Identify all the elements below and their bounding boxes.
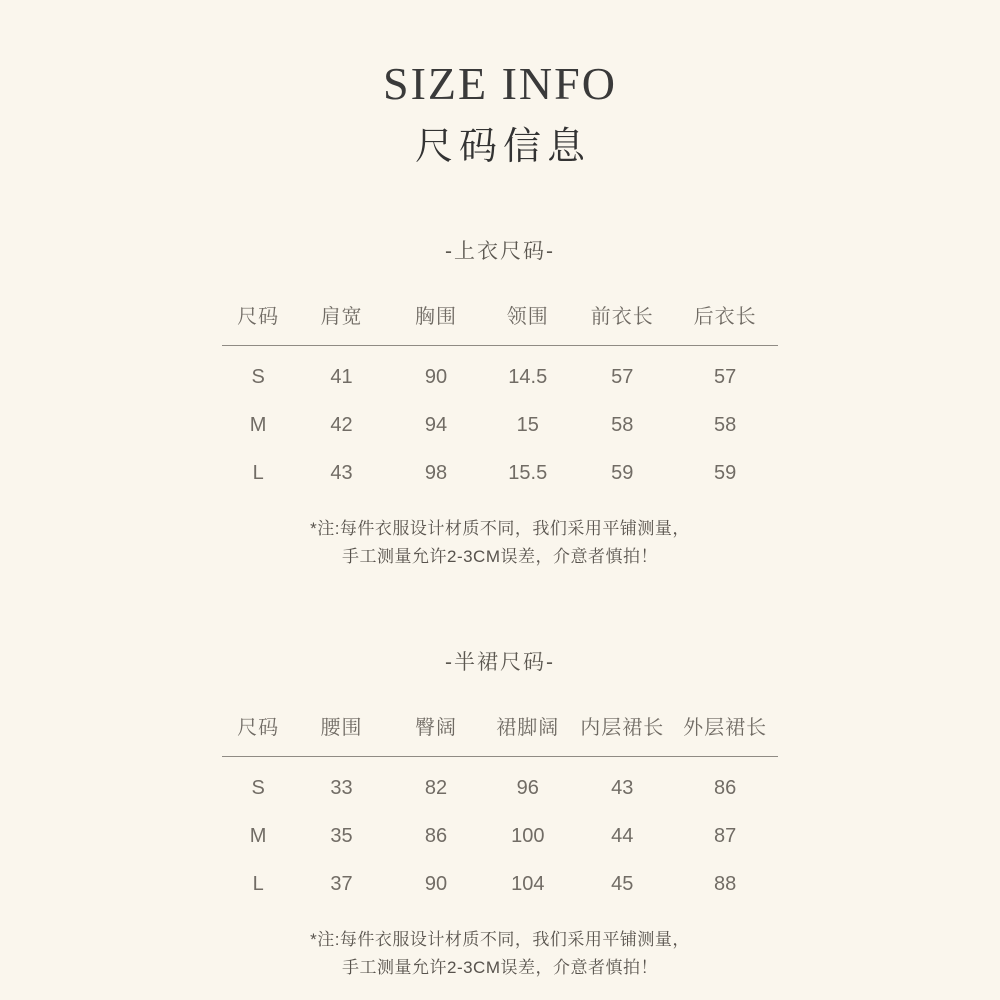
cell: 59 — [714, 461, 737, 484]
cell: L — [252, 461, 264, 484]
measurement-note — [0, 926, 1000, 982]
cell: 100 — [511, 824, 545, 847]
cell: 43 — [611, 776, 634, 799]
column-header-waist: 腰围 — [294, 695, 389, 757]
column-header-hip: 臀阔 — [389, 695, 484, 757]
cell: 82 — [424, 776, 448, 799]
table-row — [222, 449, 778, 497]
cell: S — [251, 776, 265, 799]
table-header-row — [222, 284, 778, 346]
cell: 87 — [714, 824, 737, 847]
cell: S — [251, 365, 265, 388]
column-header-shoulder: 肩宽 — [294, 284, 389, 346]
cell: 43 — [330, 461, 353, 484]
note-line: 手工测量允许2-3CM误差，介意者慎拍！ — [341, 547, 658, 567]
cell: 41 — [330, 365, 353, 388]
column-header-front-length: 前衣长 — [572, 284, 672, 346]
cell: 98 — [424, 461, 448, 484]
cell: 14.5 — [508, 365, 548, 388]
cell: 44 — [611, 824, 634, 847]
page-title: SIZE INFO — [383, 58, 617, 109]
table-header-row — [222, 695, 778, 757]
tops-size-table — [222, 284, 778, 497]
tops-size-section — [0, 239, 1000, 571]
page-subtitle: 尺码信息 — [414, 125, 591, 168]
cell: 86 — [424, 824, 448, 847]
cell: 57 — [611, 365, 634, 388]
table-row — [222, 860, 778, 908]
table-row — [222, 812, 778, 860]
measurement-note — [0, 515, 1000, 571]
cell: 58 — [611, 413, 634, 436]
cell: 37 — [330, 872, 353, 895]
cell: M — [249, 824, 267, 847]
cell: 45 — [611, 872, 634, 895]
column-header-hem: 裙脚阔 — [483, 695, 572, 757]
table-row — [222, 757, 778, 813]
note-line: *注:每件衣服设计材质不同，我们采用平铺测量， — [310, 930, 690, 950]
skirt-size-section — [0, 650, 1000, 982]
cell: 15.5 — [508, 461, 548, 484]
cell: 15 — [516, 413, 539, 436]
cell: 96 — [516, 776, 539, 799]
cell: 86 — [714, 776, 737, 799]
cell: M — [249, 413, 267, 436]
cell: 57 — [714, 365, 737, 388]
cell: 94 — [424, 413, 448, 436]
tops-section-heading: -上衣尺码- — [445, 240, 555, 264]
column-header-inner-length: 内层裙长 — [572, 695, 672, 757]
note-line: 手工测量允许2-3CM误差，介意者慎拍！ — [341, 958, 658, 978]
cell: 104 — [511, 872, 545, 895]
note-line: *注:每件衣服设计材质不同，我们采用平铺测量， — [310, 519, 690, 539]
cell: 90 — [424, 365, 448, 388]
column-header-bust: 胸围 — [389, 284, 484, 346]
cell: L — [252, 872, 264, 895]
column-header-outer-length: 外层裙长 — [672, 695, 778, 757]
cell: 88 — [714, 872, 737, 895]
column-header-collar: 领围 — [483, 284, 572, 346]
cell: 33 — [330, 776, 353, 799]
table-row — [222, 401, 778, 449]
skirt-size-table — [222, 695, 778, 908]
column-header-size: 尺码 — [222, 284, 294, 346]
cell: 58 — [714, 413, 737, 436]
cell: 42 — [330, 413, 353, 436]
column-header-size: 尺码 — [222, 695, 294, 757]
cell: 35 — [330, 824, 353, 847]
table-row — [222, 346, 778, 402]
cell: 90 — [424, 872, 448, 895]
skirt-section-heading: -半裙尺码- — [445, 651, 555, 675]
column-header-back-length: 后衣长 — [672, 284, 778, 346]
cell: 59 — [611, 461, 634, 484]
